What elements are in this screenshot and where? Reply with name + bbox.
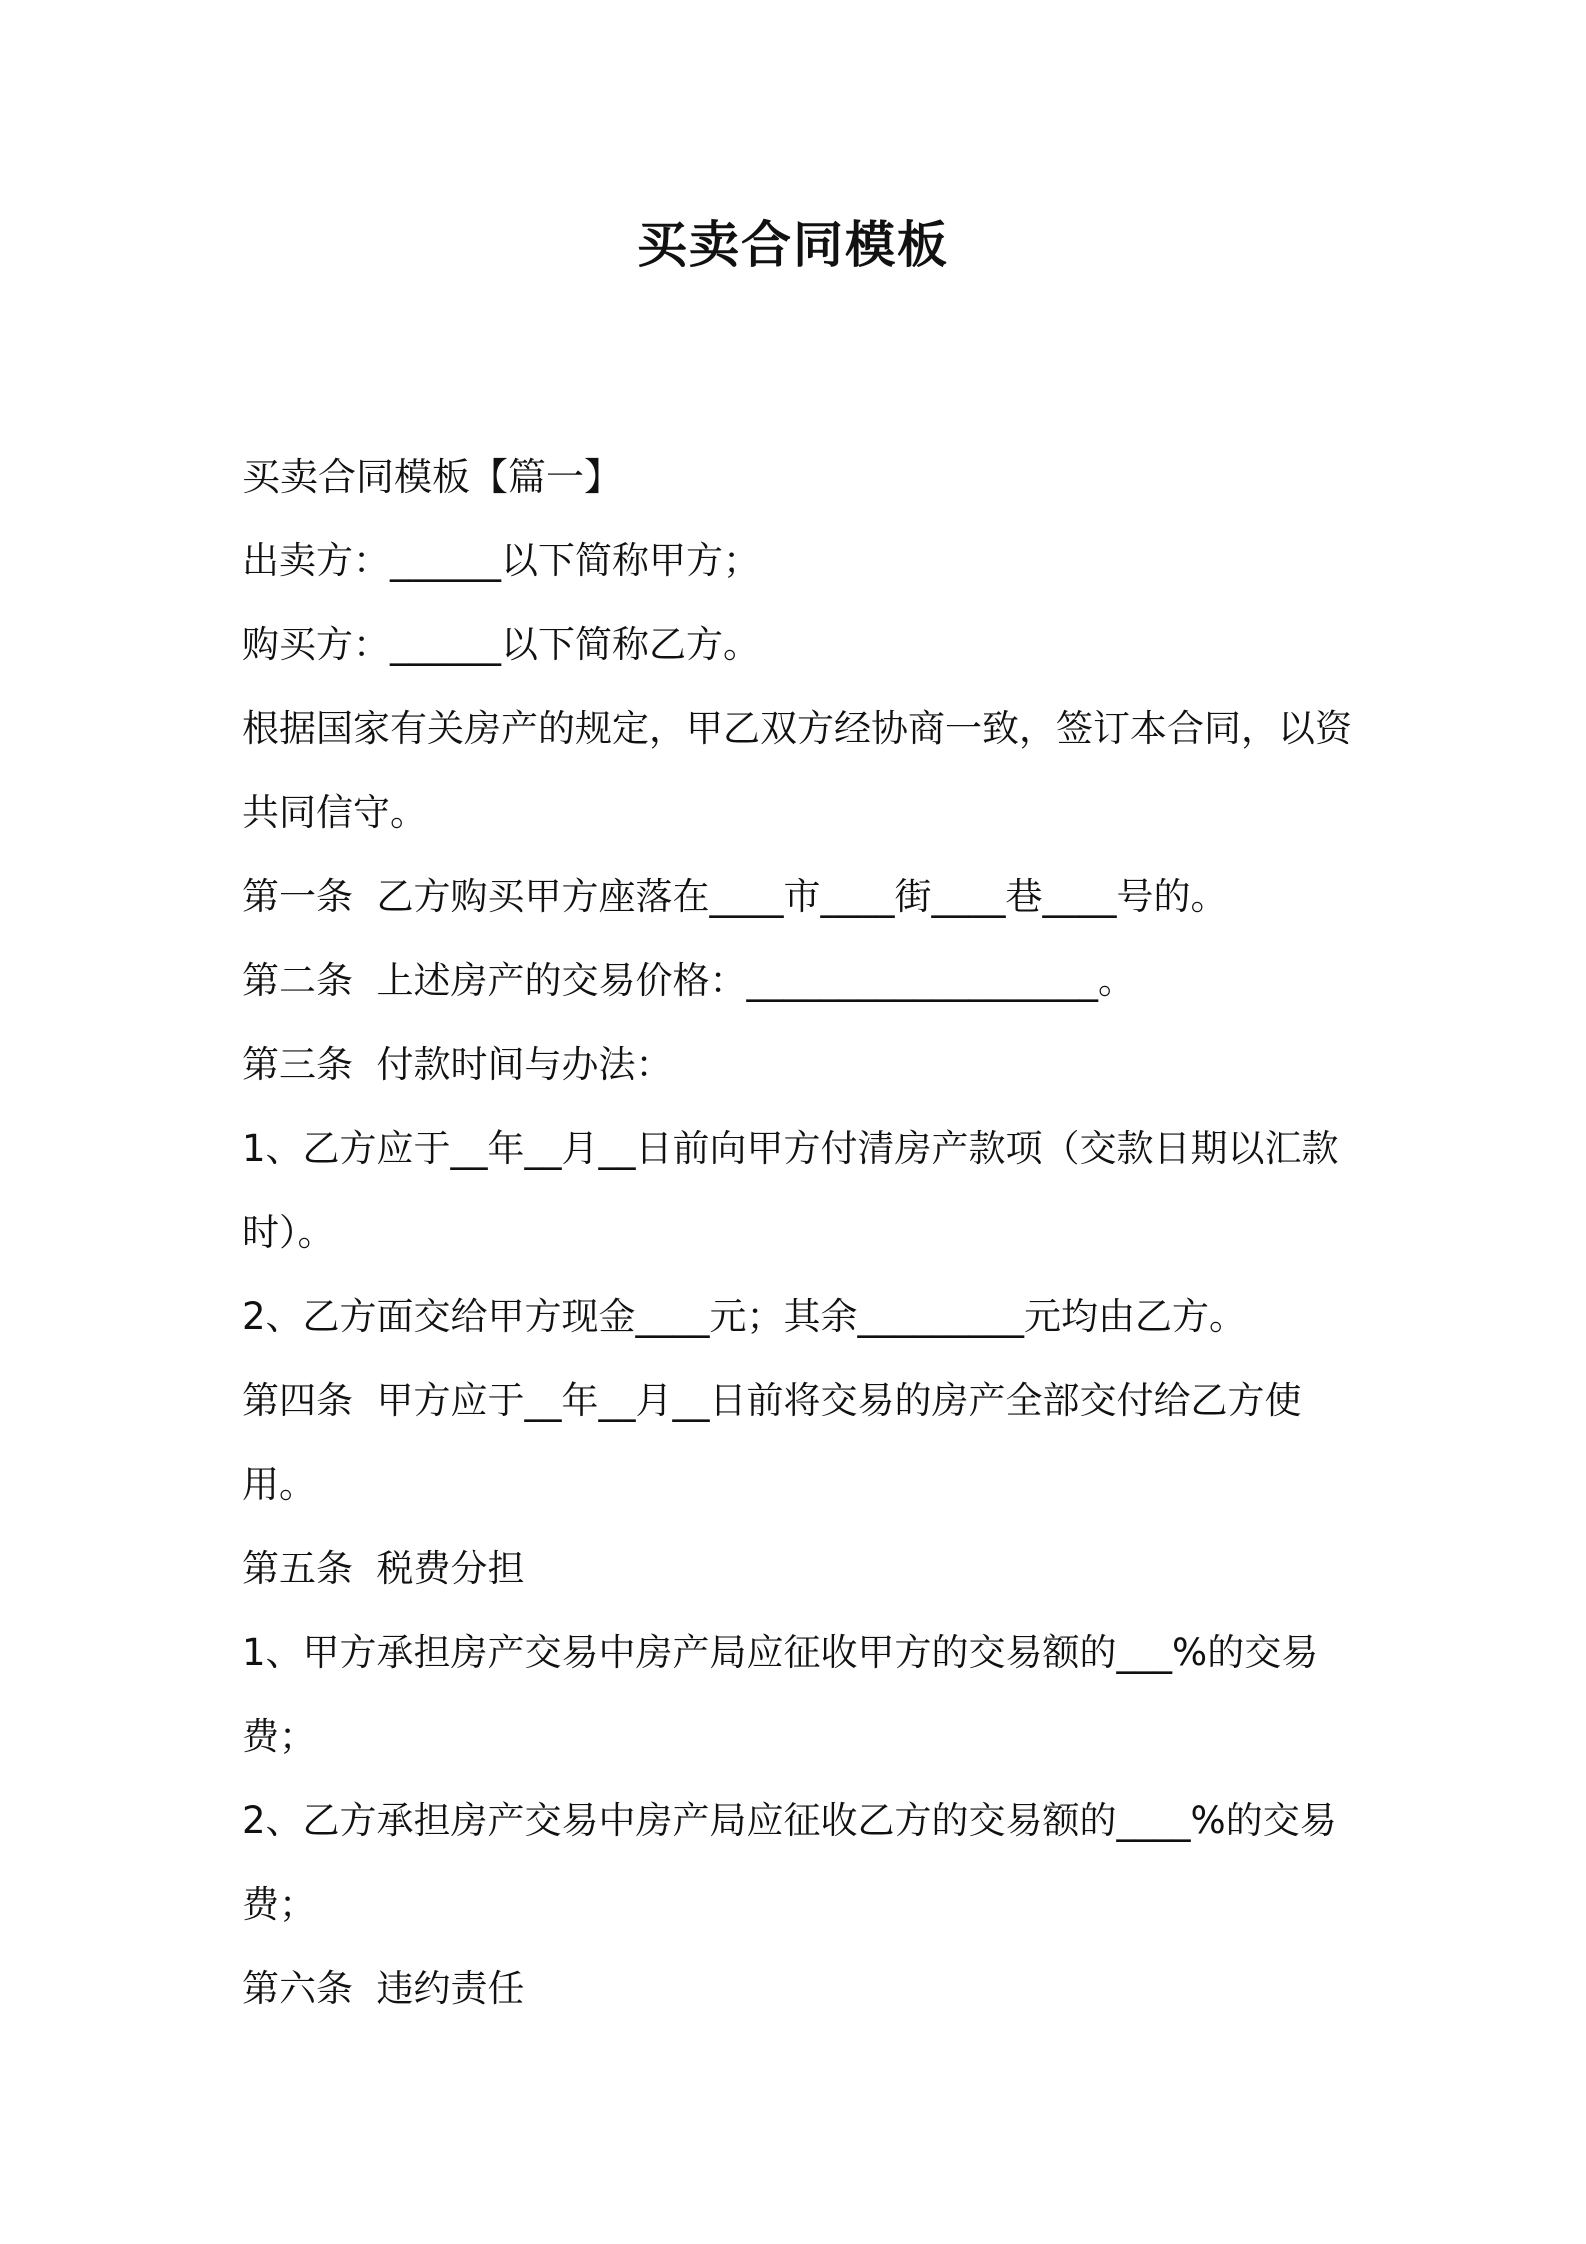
article-4-line-1: 第四条 甲方应于__年__月__日前将交易的房产全部交付给乙方使 [242,1379,1302,1422]
article-5: 第五条 税费分担 [242,1547,525,1590]
document-body [242,447,1372,2043]
article-4-line-2: 用。 [242,1463,316,1506]
article-3: 第三条 付款时间与办法： [242,1043,673,1086]
seller-line: 出卖方：______以下简称甲方； [242,539,760,582]
article-5-item-2-line-2: 费； [242,1883,316,1926]
article-5-item-2-line-1: 2、乙方承担房产交易中房产局应征收乙方的交易额的____%的交易 [242,1799,1337,1842]
article-5-item-1-line-1: 1、甲方承担房产交易中房产局应征收甲方的交易额的___%的交易 [242,1631,1319,1674]
article-3-item-1-line-1: 1、乙方应于__年__月__日前向甲方付清房产款项（交款日期以汇款 [242,1127,1339,1170]
buyer-line: 购买方：______以下简称乙方。 [242,623,760,666]
section-heading: 买卖合同模板【篇一】 [242,455,623,499]
article-3-item-1-line-2: 时）。 [242,1211,335,1254]
article-3-item-2: 2、乙方面交给甲方现金____元；其余_________元均由乙方。 [242,1295,1247,1338]
article-1: 第一条 乙方购买甲方座落在____市____街____巷____号的。 [242,875,1228,918]
document-title: 买卖合同模板 [637,216,949,274]
preamble-line-2: 共同信守。 [242,791,427,834]
preamble-line-1: 根据国家有关房产的规定，甲乙双方经协商一致，签订本合同，以资 [242,707,1352,750]
article-5-item-1-line-2: 费； [242,1715,316,1758]
article-2: 第二条 上述房产的交易价格：___________________。 [242,959,1136,1002]
article-6: 第六条 违约责任 [242,1967,525,2010]
